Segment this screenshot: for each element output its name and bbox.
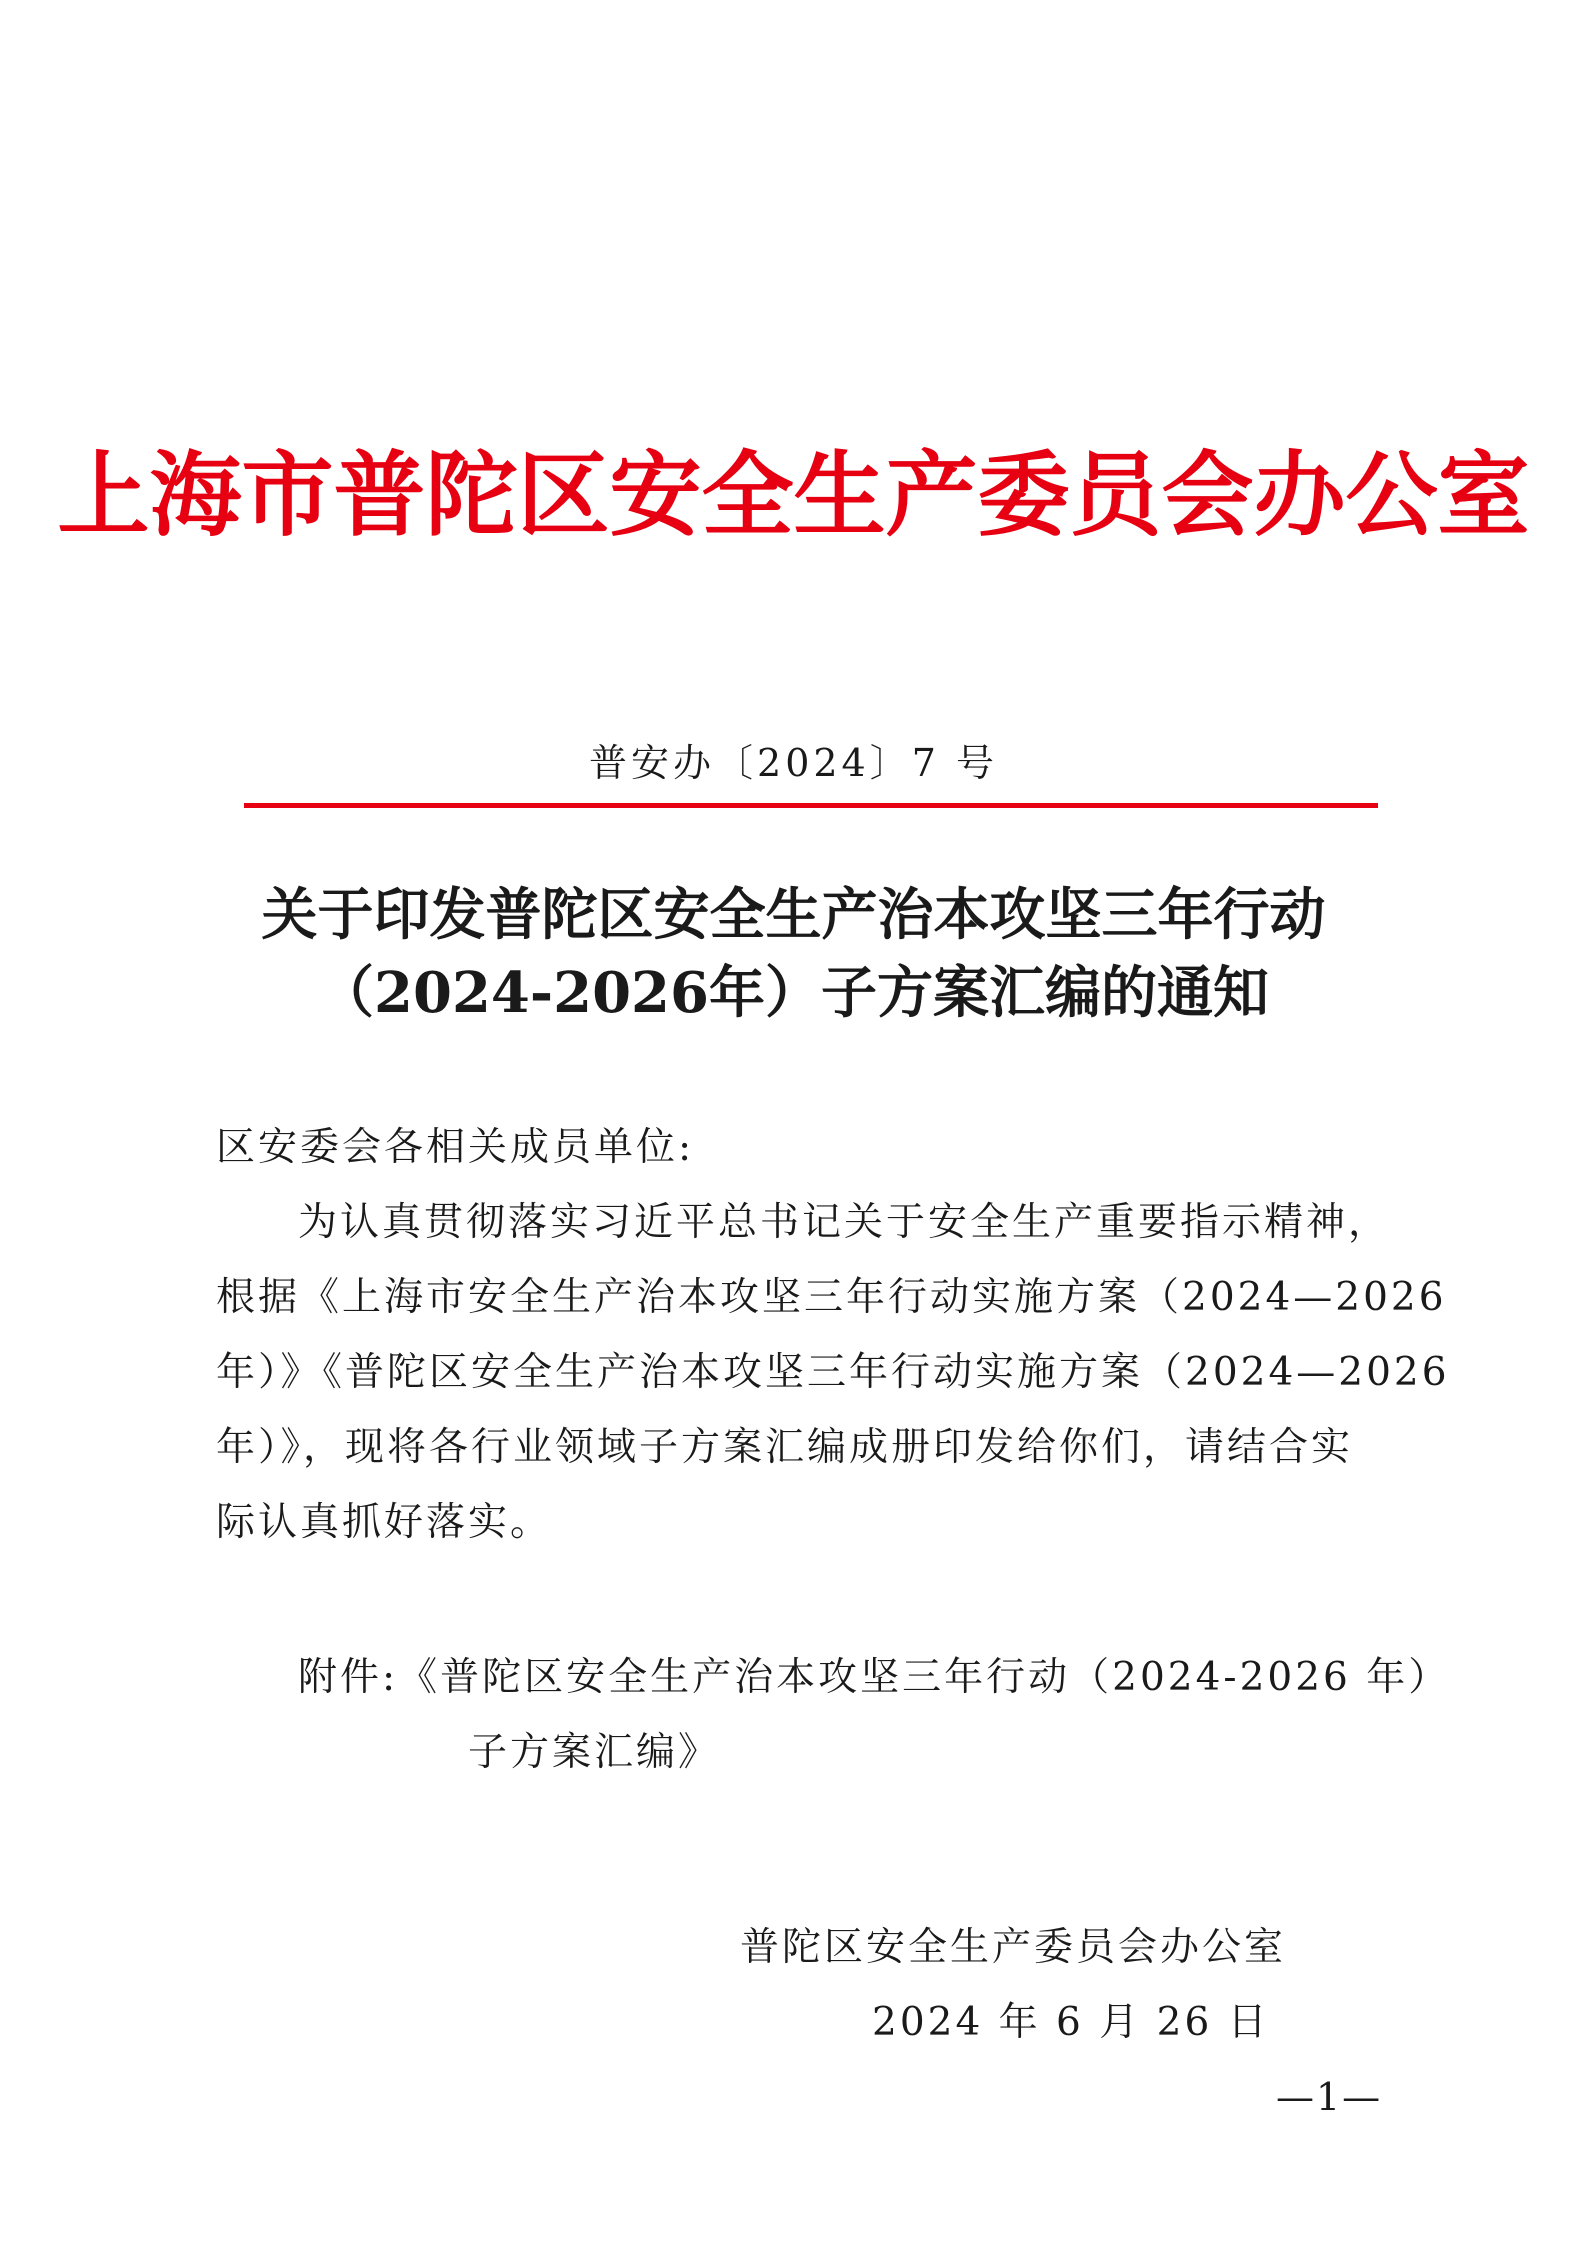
document-number: 普安办〔2024〕7 号	[589, 741, 998, 785]
paragraph-line: 际认真抓好落实。	[216, 1500, 553, 1545]
title-line-1: 关于印发普陀区安全生产治本攻坚三年行动	[261, 882, 1326, 948]
paragraph-line: 年）》《普陀区安全生产治本攻坚三年行动实施方案（2024—2026	[216, 1350, 1450, 1395]
document-title	[0, 876, 1587, 1032]
paragraph-line: 年）》，现将各行业领域子方案汇编成册印发给你们，请结合实	[216, 1425, 1354, 1470]
signature-date: 2024 年 6 月 26 日	[872, 2000, 1270, 2045]
salutation: 区安委会各相关成员单位:	[216, 1125, 695, 1170]
title-line-2: （2024-2026年）子方案汇编的通知	[318, 960, 1269, 1026]
attachment-line: 子方案汇编》	[468, 1730, 721, 1775]
issuer-header: 上海市普陀区安全生产委员会办公室	[57, 441, 1530, 549]
page-number: —1—	[1276, 2075, 1383, 2119]
attachment-line: 附件:《普陀区安全生产治本攻坚三年行动（2024-2026 年）	[298, 1655, 1451, 1700]
paragraph-line: 根据《上海市安全生产治本攻坚三年行动实施方案（2024—2026	[216, 1275, 1447, 1320]
red-divider	[244, 803, 1378, 808]
paragraph-line: 为认真贯彻落实习近平总书记关于安全生产重要指示精神，	[298, 1200, 1391, 1245]
signature-organization: 普陀区安全生产委员会办公室	[740, 1925, 1287, 1970]
